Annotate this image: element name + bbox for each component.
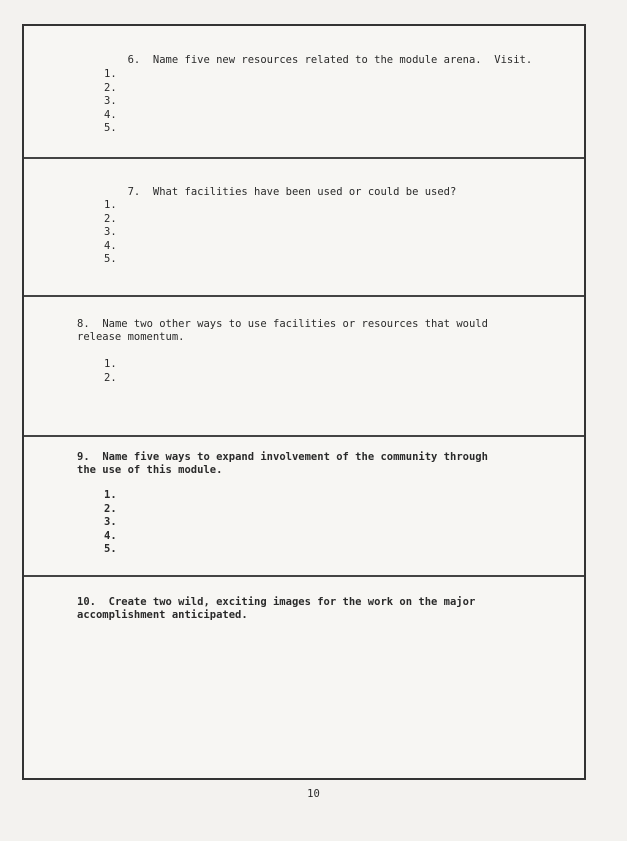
page-number: 10	[307, 788, 320, 800]
answer-list	[104, 68, 117, 136]
answer-line: 4.	[104, 108, 117, 121]
question-9-text	[77, 451, 488, 477]
question-8-text	[77, 318, 488, 344]
question-10-text	[77, 596, 475, 622]
question-number: 9.	[77, 451, 90, 463]
question-prompt: Name five ways to expand involvement of the community through the use of this module.	[77, 451, 488, 476]
answer-line: 5.	[104, 122, 117, 134]
question-prompt: What facilities have been used or could be used?	[152, 186, 457, 198]
question-10-section	[24, 577, 584, 778]
answer-line: 2.	[104, 81, 117, 94]
question-6-section	[24, 26, 584, 159]
question-8-section	[24, 297, 584, 437]
question-9-section	[24, 437, 584, 577]
question-6-text	[77, 41, 532, 80]
question-number: 10.	[77, 596, 96, 608]
answer-line: 1.	[104, 358, 117, 370]
answer-line: 4.	[104, 529, 117, 542]
answer-list	[104, 489, 117, 557]
answer-line: 1.	[104, 199, 117, 211]
answer-line: 5.	[104, 253, 117, 265]
answer-list	[104, 358, 117, 385]
question-number: 8.	[77, 318, 90, 330]
worksheet-frame	[22, 24, 586, 780]
answer-list	[104, 199, 117, 267]
answer-line: 2.	[104, 502, 117, 515]
answer-line: 3.	[104, 95, 117, 107]
answer-line: 3.	[104, 226, 117, 238]
answer-line: 1.	[104, 489, 117, 501]
question-prompt: Create two wild, exciting images for the work on the major accomplishment anticipated.	[77, 596, 476, 621]
answer-line: 3.	[104, 516, 117, 528]
answer-line: 2.	[104, 371, 117, 384]
question-prompt: Name two other ways to use facilities or resources that would release momentum.	[77, 318, 488, 343]
question-7-text	[77, 173, 456, 212]
answer-line: 4.	[104, 239, 117, 252]
answer-line: 2.	[104, 212, 117, 225]
question-prompt: Name five new resources related to the module arena. Visit.	[152, 54, 533, 66]
question-number: 6.	[127, 54, 141, 66]
question-number: 7.	[127, 186, 141, 198]
question-7-section	[24, 159, 584, 297]
answer-line: 1.	[104, 68, 117, 80]
answer-line: 5.	[104, 543, 117, 555]
